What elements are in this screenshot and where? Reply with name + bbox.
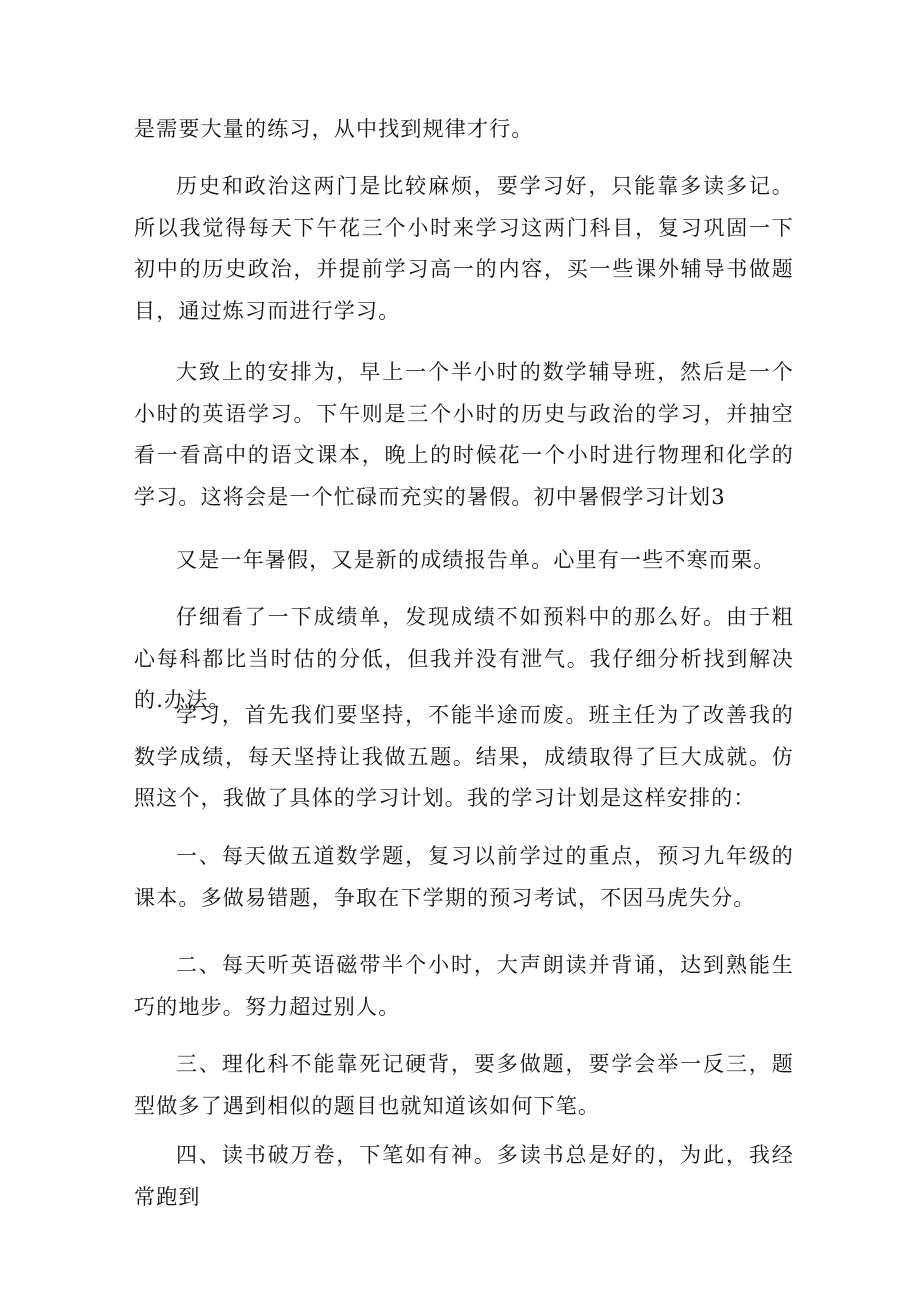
paragraph-9: 三、理化科不能靠死记硬背，要多做题，要学会举一反三，题型做多了遇到相似的题目也就知道该如何下笔。 <box>134 1052 794 1118</box>
paragraph-2: 历史和政治这两门是比较麻烦，要学习好，只能靠多读多记。所以我觉得每天下午花三个小时来学习这两门科目，复习巩固一下初中的历史政治，并提前学习高一的内容，买一些课外辅导书做题目，通过炼习而进行学习。 <box>134 174 794 323</box>
paragraph-4: 又是一年暑假，又是新的成绩报告单。心里有一些不寒而栗。 <box>176 548 776 572</box>
paragraph-10: 四、读书破万卷，下笔如有神。多读书总是好的，为此，我经常跑到 <box>134 1143 794 1209</box>
paragraph-7: 一、每天做五道数学题，复习以前学过的重点，预习九年级的课本。多做易错题，争取在下学期的预习考试，不因马虎失分。 <box>134 844 794 910</box>
paragraph-8: 二、每天听英语磁带半个小时，大声朗读并背诵，达到熟能生巧的地步。努力超过别人。 <box>134 953 794 1019</box>
paragraph-3: 大致上的安排为，早上一个半小时的数学辅导班，然后是一个小时的英语学习。下午则是三个小时的历史与政治的学习，并抽空看一看高中的语文课本，晚上的时候花一个小时进行物理和化学的学习。这将会是一个忙碌而充实的暑假。初中暑假学习计划3 <box>134 360 794 509</box>
paragraph-1: 是需要大量的练习，从中找到规律才行。 <box>134 117 534 141</box>
paragraph-6: 学习，首先我们要坚持，不能半途而废。班主任为了改善我的数学成绩，每天坚持让我做五题。结果，成绩取得了巨大成就。仿照这个，我做了具体的学习计划。我的学习计划是这样安排的： <box>134 703 794 810</box>
paragraph-5: 仔细看了一下成绩单，发现成绩不如预料中的那么好。由于粗心每科都比当时估的分低，但我并没有泄气。我仔细分析找到解决的.办法。 <box>134 605 794 712</box>
